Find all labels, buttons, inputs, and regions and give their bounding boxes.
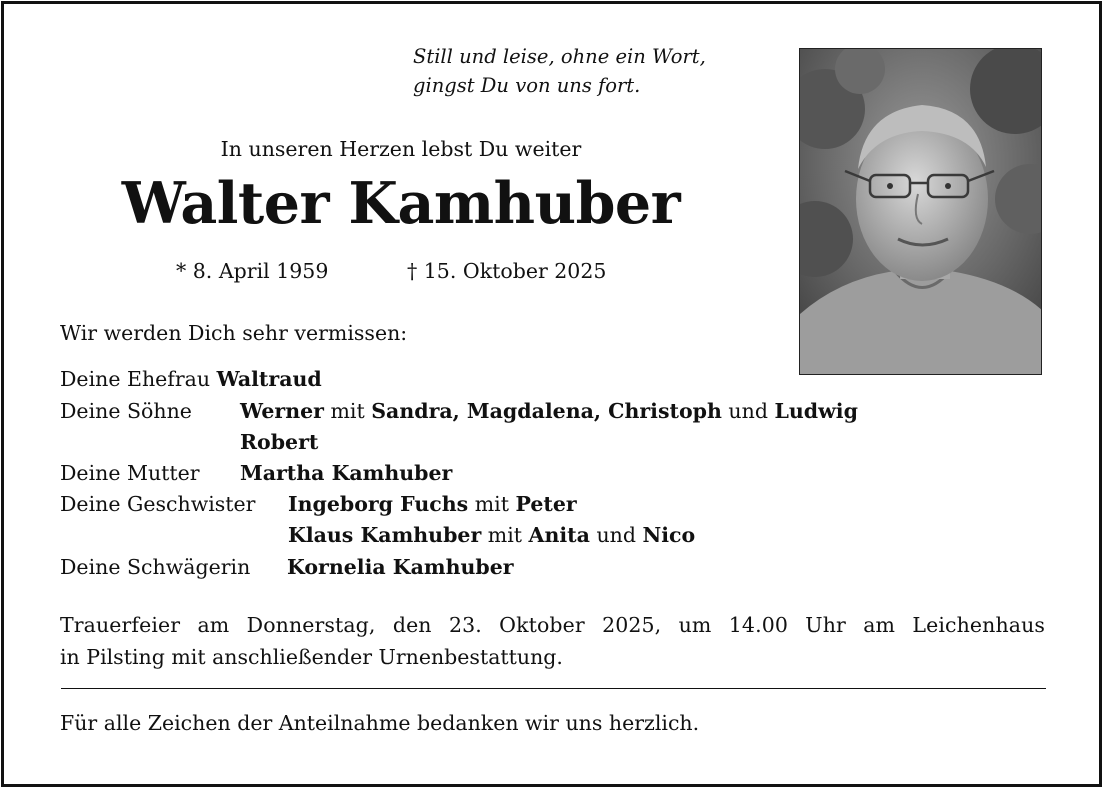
portrait-photo-icon	[800, 49, 1042, 375]
quote-line-2: gingst Du von uns fort.	[413, 74, 641, 97]
thanks-line: Für alle Zeichen der Anteilnahme bedanken wir uns herzlich.	[60, 711, 700, 735]
relation-label-schwaegerin: Deine Schwägerin	[60, 555, 251, 579]
birth-date: * 8. April 1959	[176, 259, 329, 283]
connector-word: mit	[487, 523, 523, 547]
relation-label-mutter: Deine Mutter	[60, 461, 200, 485]
family-row-geschwister-2	[288, 523, 695, 547]
funeral-line-2: in Pilsting mit anschließender Urnenbestattung.	[60, 645, 563, 669]
funeral-line-1: Trauerfeier am Donnerstag, den 23. Oktober 2025, um 14.00 Uhr am Leichenhaus	[60, 613, 1045, 637]
relative-name: Peter	[515, 492, 577, 516]
memorial-quote	[413, 42, 706, 100]
relative-name: Klaus Kamhuber	[288, 523, 482, 547]
funeral-info	[60, 609, 1045, 673]
relative-name: Kornelia Kamhuber	[287, 555, 514, 579]
quote-line-1: Still und leise, ohne ein Wort,	[413, 45, 706, 68]
family-row-schwaegerin	[287, 555, 514, 579]
family-row-geschwister-1	[288, 492, 577, 516]
divider-line	[61, 688, 1046, 689]
connector-word: und	[728, 399, 768, 423]
relative-name: Ingeborg Fuchs	[288, 492, 469, 516]
family-row-soehne-2	[240, 430, 318, 454]
relative-names: Sandra, Magdalena, Christoph	[371, 399, 722, 423]
intro-line: In unseren Herzen lebst Du weiter	[220, 137, 582, 161]
connector-word: mit	[330, 399, 365, 423]
relative-name: Martha Kamhuber	[240, 461, 453, 485]
relative-name: Anita	[528, 523, 590, 547]
relation-label: Deine Ehefrau	[60, 367, 211, 391]
connector-word: mit	[474, 492, 509, 516]
relative-name: Ludwig	[774, 399, 858, 423]
family-row-ehefrau	[60, 367, 322, 391]
family-row-soehne	[240, 399, 858, 423]
relative-name: Werner	[240, 399, 324, 423]
miss-you-line: Wir werden Dich sehr vermissen:	[60, 321, 408, 345]
portrait-photo	[799, 48, 1042, 375]
connector-word: und	[596, 523, 636, 547]
relation-label-geschwister: Deine Geschwister	[60, 492, 256, 516]
deceased-name: Walter Kamhuber	[121, 170, 681, 237]
relation-label-soehne: Deine Söhne	[60, 399, 192, 423]
relative-name: Robert	[240, 430, 319, 454]
family-row-mutter	[240, 461, 452, 485]
relative-name: Nico	[642, 523, 696, 547]
death-date: † 15. Oktober 2025	[407, 259, 607, 283]
relative-name: Waltraud	[216, 367, 322, 391]
